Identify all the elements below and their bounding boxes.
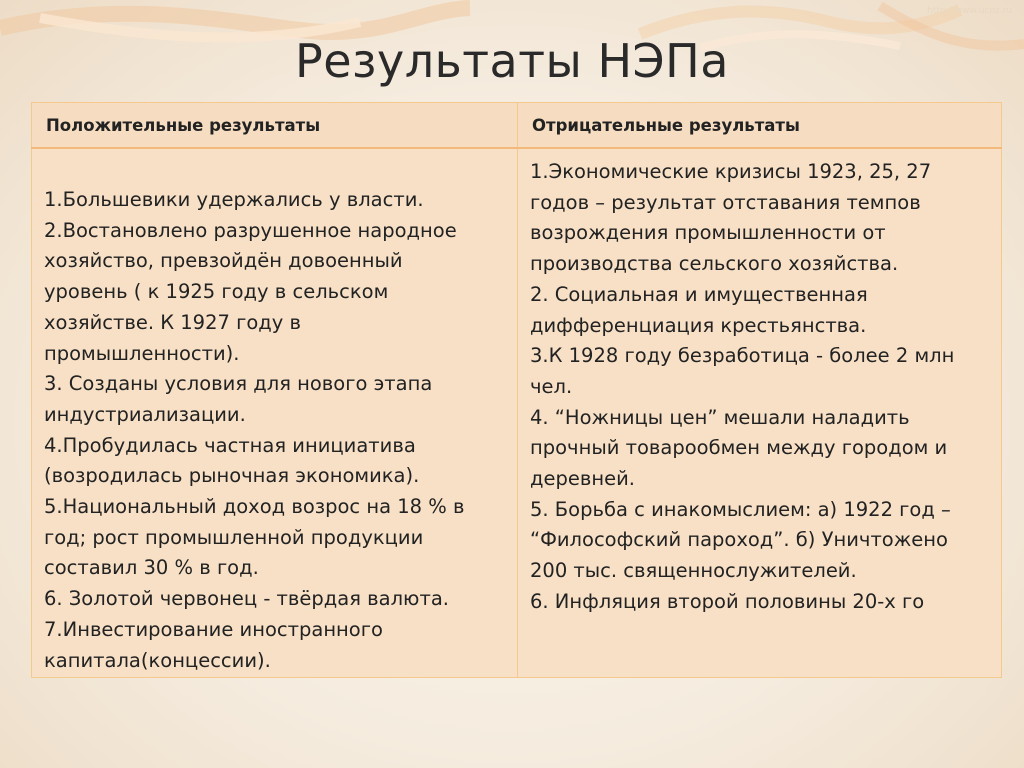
negative-line: чел. <box>530 374 573 398</box>
negative-line: 3.К 1928 году безработица - более 2 млн <box>530 344 955 368</box>
positive-line: уровень ( к 1925 году в сельском <box>44 280 389 304</box>
negative-line: 4. “Ножницы цен” мешали наладить <box>530 405 910 429</box>
positive-line: промышленности). <box>44 341 240 365</box>
positive-line: составил 30 % в год. <box>44 556 259 580</box>
negative-line: 5. Борьба с инакомыслием: а) 1922 год – <box>530 497 951 521</box>
negative-line: деревней. <box>530 467 635 491</box>
watermark-text: http://www.ucoz.ru <box>927 6 1012 16</box>
negative-line: прочный товарообмен между городом и <box>530 436 948 460</box>
positive-line: 6. Золотой червонец - твёрдая валюта. <box>44 587 449 611</box>
slide-title: Результаты НЭПа <box>295 34 729 88</box>
positive-results-cell <box>32 148 518 678</box>
negative-results-cell <box>518 148 1002 678</box>
positive-line: хозяйстве. К 1927 году в <box>44 310 301 334</box>
positive-line: 7.Инвестирование иностранного <box>44 617 383 641</box>
negative-line: возрождения промышленности от <box>530 221 886 245</box>
positive-line: год; рост промышленной продукции <box>44 525 424 549</box>
header-positive: Положительные результаты <box>32 103 518 149</box>
positive-line: (возродилась рыночная экономика). <box>44 464 420 488</box>
positive-line: 3. Созданы условия для нового этапа <box>44 372 433 396</box>
negative-line: 6. Инфляция второй половины 20-х го <box>530 589 925 613</box>
results-table <box>31 102 1002 678</box>
negative-line: дифференциация крестьянства. <box>530 313 867 337</box>
negative-line: 200 тыс. священнослужителей. <box>530 559 857 583</box>
table-row <box>32 148 1002 678</box>
positive-line: 4.Пробудилась частная инициатива <box>44 433 416 457</box>
positive-line: 2.Востановлено разрушенное народное <box>44 218 457 242</box>
positive-line: капитала(концессии). <box>44 648 271 672</box>
negative-line: годов – результат отставания темпов <box>530 190 921 214</box>
positive-line: 1.Большевики удержались у власти. <box>44 188 424 211</box>
positive-line: хозяйство, превзойдён довоенный <box>44 249 403 273</box>
positive-line: индустриализации. <box>44 402 246 426</box>
negative-line: 1.Экономические кризисы 1923, 25, 27 <box>530 160 932 183</box>
negative-line: 2. Социальная и имущественная <box>530 282 868 306</box>
positive-line: 5.Национальный доход возрос на 18 % в <box>44 495 465 519</box>
negative-line: “Философский пароход”. б) Уничтожено <box>530 528 948 552</box>
header-negative: Отрицательные результаты <box>518 103 1002 149</box>
table-header-row <box>32 103 1002 149</box>
negative-line: производства сельского хозяйства. <box>530 252 899 276</box>
